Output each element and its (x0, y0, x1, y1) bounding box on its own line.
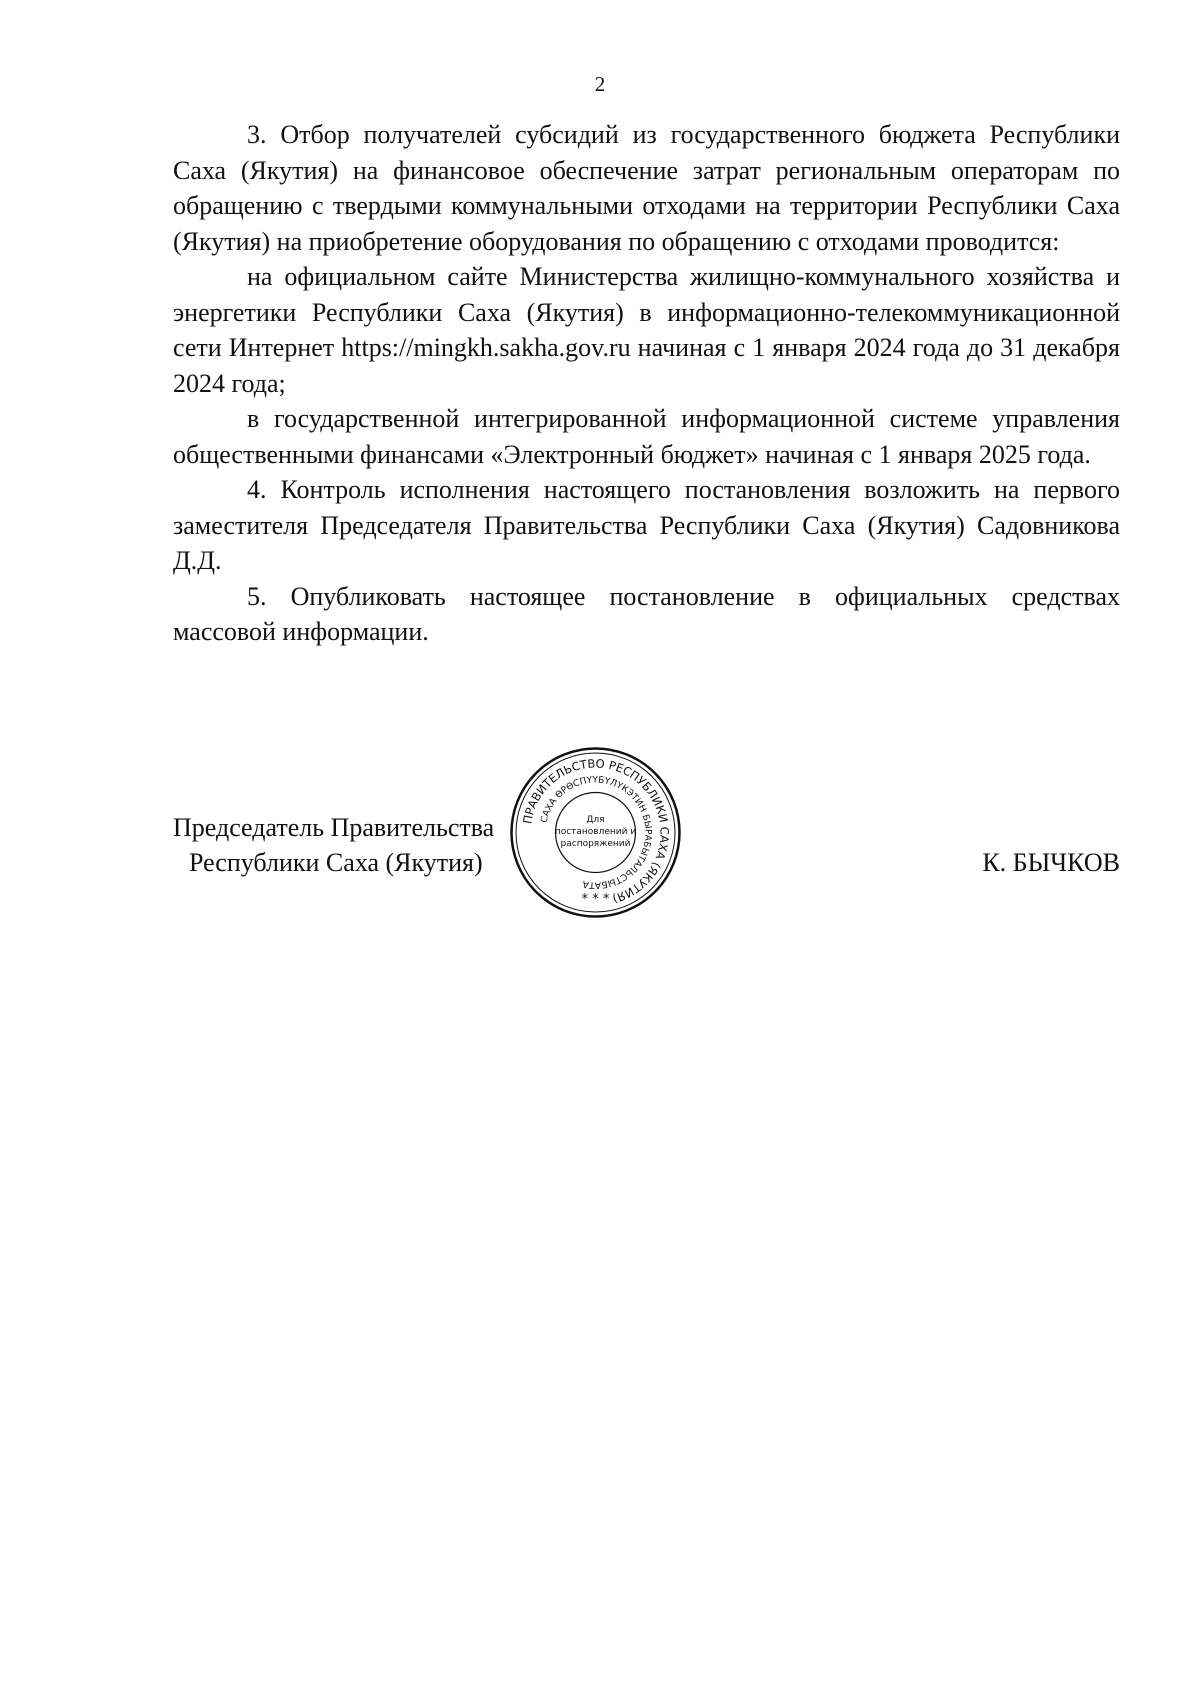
seal-outer-textpath: ПРАВИТЕЛЬСТВО РЕСПУБЛИКИ САХА (ЯКУТИЯ) (520, 756, 672, 907)
signatory-title-line2: Республики Саха (Якутия) (189, 848, 483, 877)
seal-center-line3: распоряжений (560, 839, 631, 849)
paragraph-item-4: 4. Контроль исполнения настоящего постановления возложить на первого заместителя Председателя Правительства Республики Саха (Якутия) Садовникова Д.Д. (173, 475, 1120, 575)
seal-inner-textpath: САХА ӨРӨСПҮҮБҮЛҮКЭТИН БЫРАБЫТАЛЬСТЫБАТА (539, 775, 653, 890)
paragraph-electronic-budget: в государственной интегрированной информационной системе управления общественными финансами «Электронный бюджет» начиная с 1 января 2025 года. (173, 404, 1120, 469)
seal-center-line1: Для (586, 815, 605, 825)
signatory-name: К. БЫЧКОВ (982, 848, 1120, 877)
signatory-title-line1: Председатель Правительства (173, 813, 495, 842)
official-seal (508, 745, 683, 920)
seal-stars: * * * (581, 892, 610, 907)
seal-stamp-icon (508, 745, 683, 920)
paragraph-item-3: 3. Отбор получателей субсидий из государственного бюджета Республики Саха (Якутия) на финансовое обеспечение затрат региональным операторам по обращению с твердыми коммунальными отходами на территории Республики Саха (Якутия) на приобретение оборудования по обращению с отходами проводится: (173, 120, 1120, 256)
paragraph-item-5: 5. Опубликовать настоящее постановление в официальных средствах массовой информации. (173, 581, 1120, 646)
page-number: 2 (594, 72, 606, 96)
document-body (173, 117, 1120, 650)
paragraph-website: на официальном сайте Министерства жилищно-коммунального хозяйства и энергетики Республики Саха (Якутия) в информационно-телекоммуникационной сети Интернет https://mingkh.sakha.gov.ru начиная с 1 января 2024 года до 31 декабря 2024 года; (173, 262, 1120, 398)
seal-center-line2: постановлений и (554, 827, 637, 837)
